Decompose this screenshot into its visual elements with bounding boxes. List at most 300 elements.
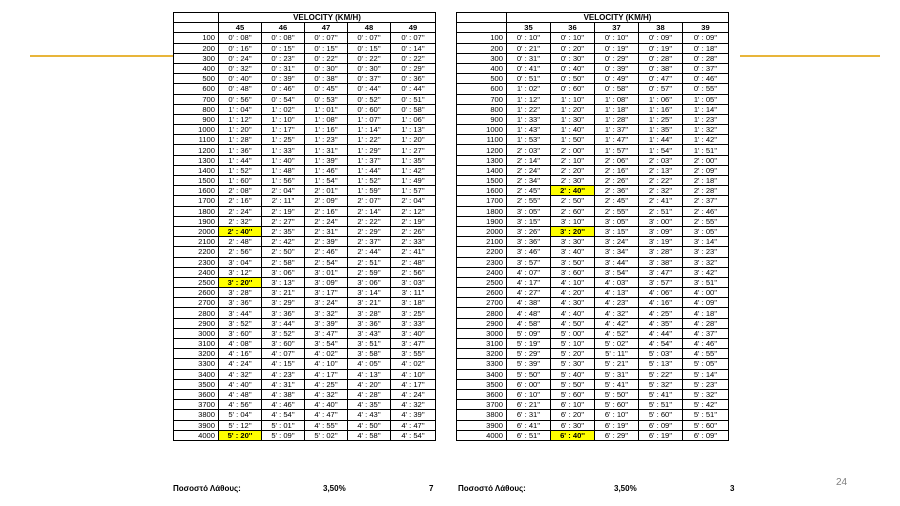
time-cell: 0' : 18'' [683,43,729,53]
time-cell: 1' : 44'' [639,135,683,145]
time-cell: 4' : 15'' [262,359,305,369]
time-cell: 4' : 38'' [262,389,305,399]
table-row [457,359,729,369]
time-cell: 3' : 14'' [683,237,729,247]
distance-cell: 200 [457,43,507,53]
time-cell: 2' : 26'' [595,176,639,186]
time-cell: 2' : 45'' [507,186,551,196]
table-row [174,33,436,43]
highlighted-time-cell: 3' : 20'' [551,226,595,236]
time-cell: 0' : 07'' [305,33,348,43]
time-cell: 1' : 31'' [305,145,348,155]
distance-cell: 1200 [174,145,219,155]
time-cell: 0' : 09'' [683,33,729,43]
time-cell: 1' : 50'' [551,135,595,145]
error-rate-label: Ποσοστό Λάθους: [173,484,241,493]
time-cell: 4' : 00'' [683,288,729,298]
table-row [457,318,729,328]
time-cell: 3' : 05'' [595,216,639,226]
time-cell: 3' : 03'' [391,277,436,287]
time-cell: 0' : 36'' [391,74,436,84]
time-cell: 0' : 28'' [639,53,683,63]
time-cell: 2' : 50'' [551,196,595,206]
corner-cell [457,23,507,33]
table-row [174,298,436,308]
time-cell: 5' : 32'' [683,389,729,399]
table-row [457,176,729,186]
time-cell: 1' : 10'' [262,114,305,124]
time-cell: 4' : 44'' [639,328,683,338]
table-row [457,104,729,114]
time-cell: 1' : 54'' [639,145,683,155]
time-cell: 1' : 30'' [551,114,595,124]
time-cell: 1' : 08'' [305,114,348,124]
time-cell: 3' : 44'' [595,257,639,267]
time-cell: 5' : 19'' [507,339,551,349]
time-cell: 2' : 32'' [219,216,262,226]
time-cell: 1' : 57'' [595,145,639,155]
time-cell: 4' : 28'' [683,318,729,328]
time-cell: 2' : 48'' [219,237,262,247]
time-cell: 1' : 42'' [391,165,436,175]
distance-cell: 500 [174,74,219,84]
table-row [174,267,436,277]
table-row [457,257,729,267]
table-row [457,410,729,420]
time-cell: 3' : 51'' [683,277,729,287]
time-cell: 2' : 35'' [262,226,305,236]
error-rate-label: Ποσοστό Λάθους: [458,484,526,493]
time-cell: 3' : 60'' [551,267,595,277]
time-cell: 0' : 08'' [219,33,262,43]
time-cell: 2' : 36'' [595,186,639,196]
distance-cell: 600 [457,84,507,94]
time-cell: 4' : 35'' [348,400,391,410]
table-title: VELOCITY (KM/H) [507,13,729,23]
speed-header: 36 [551,23,595,33]
time-cell: 2' : 22'' [639,176,683,186]
table-row [174,114,436,124]
distance-cell: 3400 [174,369,219,379]
time-cell: 3' : 36'' [348,318,391,328]
time-cell: 3' : 52'' [262,328,305,338]
time-cell: 3' : 09'' [305,277,348,287]
time-cell: 3' : 34'' [595,247,639,257]
time-cell: 2' : 55'' [683,216,729,226]
time-cell: 2' : 04'' [262,186,305,196]
time-cell: 5' : 12'' [219,420,262,430]
table-row [457,216,729,226]
time-cell: 3' : 12'' [219,267,262,277]
time-cell: 0' : 48'' [219,84,262,94]
time-cell: 4' : 46'' [262,400,305,410]
time-cell: 0' : 46'' [262,84,305,94]
time-cell: 5' : 09'' [262,430,305,440]
distance-cell: 1100 [174,135,219,145]
distance-cell: 2100 [457,237,507,247]
table-row [174,410,436,420]
time-cell: 3' : 09'' [639,226,683,236]
distance-cell: 3900 [174,420,219,430]
time-cell: 4' : 52'' [595,328,639,338]
time-cell: 2' : 39'' [305,237,348,247]
time-cell: 6' : 19'' [639,430,683,440]
time-cell: 1' : 14'' [348,125,391,135]
distance-cell: 700 [174,94,219,104]
time-cell: 0' : 44'' [391,84,436,94]
table-row [457,84,729,94]
time-cell: 0' : 08'' [262,33,305,43]
time-cell: 1' : 20'' [391,135,436,145]
table-row [174,206,436,216]
time-cell: 2' : 30'' [551,176,595,186]
time-cell: 0' : 19'' [639,43,683,53]
time-cell: 3' : 01'' [305,267,348,277]
distance-cell: 3700 [174,400,219,410]
time-cell: 0' : 31'' [507,53,551,63]
distance-cell: 3200 [457,349,507,359]
table-row [174,328,436,338]
table-row [457,308,729,318]
time-cell: 1' : 52'' [219,165,262,175]
speed-header: 39 [683,23,729,33]
table-row [174,237,436,247]
corner-cell [457,13,507,23]
table-row [174,63,436,73]
distance-cell: 1000 [174,125,219,135]
time-cell: 3' : 44'' [219,308,262,318]
error-count: 3 [730,484,735,493]
distance-cell: 1000 [457,125,507,135]
time-cell: 3' : 55'' [391,349,436,359]
time-cell: 0' : 07'' [348,33,391,43]
time-cell: 1' : 02'' [507,84,551,94]
time-cell: 4' : 56'' [219,400,262,410]
time-cell: 4' : 32'' [595,308,639,318]
time-cell: 2' : 16'' [219,196,262,206]
time-cell: 5' : 14'' [683,369,729,379]
page-number: 24 [836,477,848,488]
time-cell: 6' : 31'' [507,410,551,420]
time-cell: 3' : 50'' [551,257,595,267]
time-cell: 1' : 40'' [262,155,305,165]
time-cell: 2' : 31'' [305,226,348,236]
time-cell: 1' : 22'' [348,135,391,145]
corner-cell [174,23,219,33]
table-row [457,165,729,175]
time-cell: 4' : 38'' [507,298,551,308]
time-cell: 4' : 20'' [348,379,391,389]
time-cell: 3' : 25'' [391,308,436,318]
time-cell: 1' : 37'' [348,155,391,165]
time-cell: 5' : 04'' [219,410,262,420]
time-cell: 0' : 30'' [305,63,348,73]
time-cell: 4' : 28'' [348,389,391,399]
time-cell: 1' : 42'' [683,135,729,145]
time-cell: 5' : 09'' [507,328,551,338]
distance-cell: 1100 [457,135,507,145]
distance-cell: 1600 [457,186,507,196]
velocity-table-panel-right [456,12,729,441]
time-cell: 5' : 10'' [551,339,595,349]
table-row [457,339,729,349]
time-cell: 5' : 41'' [595,379,639,389]
table-row [457,206,729,216]
table-row [457,155,729,165]
time-cell: 6' : 29'' [595,430,639,440]
distance-cell: 1300 [457,155,507,165]
table-row [174,318,436,328]
distance-cell: 3200 [174,349,219,359]
distance-cell: 2800 [174,308,219,318]
distance-cell: 2000 [457,226,507,236]
time-cell: 3' : 52'' [219,318,262,328]
time-cell: 1' : 39'' [305,155,348,165]
distance-cell: 1400 [174,165,219,175]
error-rate-percent: 3,50% [614,484,637,493]
time-cell: 2' : 08'' [219,186,262,196]
distance-cell: 3100 [174,339,219,349]
time-cell: 1' : 46'' [305,165,348,175]
distance-cell: 1400 [457,165,507,175]
time-cell: 1' : 20'' [219,125,262,135]
table-row [457,379,729,389]
table-row [457,277,729,287]
distance-cell: 3600 [457,389,507,399]
distance-cell: 3300 [174,359,219,369]
time-cell: 4' : 17'' [305,369,348,379]
table-row [457,63,729,73]
time-cell: 5' : 11'' [595,349,639,359]
time-cell: 1' : 14'' [683,104,729,114]
time-cell: 5' : 03'' [639,349,683,359]
table-row [174,145,436,155]
distance-cell: 1800 [457,206,507,216]
time-cell: 0' : 23'' [262,53,305,63]
time-cell: 6' : 30'' [551,420,595,430]
distance-cell: 3700 [457,400,507,410]
time-cell: 0' : 50'' [551,74,595,84]
time-cell: 1' : 59'' [348,186,391,196]
time-cell: 5' : 13'' [639,359,683,369]
table-row [174,257,436,267]
table-row [457,237,729,247]
time-cell: 0' : 15'' [305,43,348,53]
time-cell: 5' : 29'' [507,349,551,359]
time-cell: 1' : 20'' [551,104,595,114]
time-cell: 2' : 10'' [551,155,595,165]
time-cell: 1' : 29'' [348,145,391,155]
time-cell: 2' : 22'' [348,216,391,226]
time-cell: 2' : 45'' [595,196,639,206]
time-cell: 4' : 55'' [683,349,729,359]
speed-header: 38 [639,23,683,33]
table-row [174,94,436,104]
time-cell: 3' : 39'' [305,318,348,328]
table-row [174,379,436,389]
time-cell: 0' : 41'' [507,63,551,73]
time-cell: 5' : 21'' [595,359,639,369]
table-row [457,328,729,338]
table-row [174,226,436,236]
time-cell: 0' : 37'' [348,74,391,84]
time-cell: 5' : 51'' [683,410,729,420]
time-cell: 2' : 41'' [639,196,683,206]
time-cell: 4' : 23'' [595,298,639,308]
distance-cell: 3500 [174,379,219,389]
time-cell: 2' : 16'' [305,206,348,216]
time-cell: 5' : 41'' [639,389,683,399]
time-cell: 1' : 36'' [219,145,262,155]
time-cell: 3' : 29'' [262,298,305,308]
time-cell: 4' : 25'' [305,379,348,389]
time-cell: 4' : 08'' [219,339,262,349]
time-cell: 6' : 20'' [551,410,595,420]
time-cell: 2' : 09'' [305,196,348,206]
time-cell: 3' : 57'' [639,277,683,287]
accent-line-left [30,55,173,57]
time-cell: 6' : 09'' [639,420,683,430]
distance-cell: 3000 [174,328,219,338]
distance-cell: 2600 [457,288,507,298]
time-cell: 1' : 47'' [595,135,639,145]
time-cell: 2' : 19'' [262,206,305,216]
time-cell: 2' : 51'' [639,206,683,216]
time-cell: 4' : 54'' [262,410,305,420]
time-cell: 1' : 07'' [348,114,391,124]
table-row [174,430,436,440]
time-cell: 2' : 56'' [219,247,262,257]
time-cell: 2' : 14'' [348,206,391,216]
time-cell: 4' : 06'' [639,288,683,298]
time-cell: 3' : 36'' [262,308,305,318]
time-cell: 0' : 31'' [262,63,305,73]
time-cell: 2' : 03'' [639,155,683,165]
time-cell: 4' : 25'' [639,308,683,318]
time-cell: 1' : 08'' [595,94,639,104]
time-cell: 2' : 29'' [348,226,391,236]
time-cell: 2' : 59'' [348,267,391,277]
time-cell: 2' : 24'' [305,216,348,226]
time-cell: 3' : 14'' [348,288,391,298]
distance-cell: 2300 [457,257,507,267]
time-cell: 1' : 37'' [595,125,639,135]
corner-cell [174,13,219,23]
distance-cell: 3600 [174,389,219,399]
time-cell: 3' : 54'' [595,267,639,277]
time-cell: 3' : 00'' [639,216,683,226]
time-cell: 4' : 50'' [551,318,595,328]
time-cell: 2' : 00'' [551,145,595,155]
time-cell: 3' : 32'' [683,257,729,267]
time-cell: 2' : 09'' [683,165,729,175]
time-cell: 2' : 56'' [391,267,436,277]
distance-cell: 1500 [174,176,219,186]
time-cell: 2' : 58'' [262,257,305,267]
table-row [457,430,729,440]
distance-cell: 1800 [174,206,219,216]
time-cell: 4' : 13'' [348,369,391,379]
time-cell: 0' : 28'' [683,53,729,63]
time-cell: 3' : 18'' [391,298,436,308]
distance-cell: 1700 [457,196,507,206]
time-cell: 2' : 06'' [595,155,639,165]
time-cell: 3' : 10'' [551,216,595,226]
time-cell: 2' : 48'' [391,257,436,267]
time-cell: 3' : 11'' [391,288,436,298]
distance-cell: 2000 [174,226,219,236]
time-cell: 2' : 13'' [639,165,683,175]
time-cell: 0' : 55'' [683,84,729,94]
time-cell: 4' : 55'' [305,420,348,430]
time-cell: 2' : 12'' [391,206,436,216]
table-row [457,33,729,43]
time-cell: 3' : 15'' [595,226,639,236]
time-cell: 4' : 27'' [507,288,551,298]
time-cell: 0' : 10'' [595,33,639,43]
table-row [174,369,436,379]
time-cell: 6' : 10'' [507,389,551,399]
time-cell: 2' : 37'' [348,237,391,247]
distance-cell: 300 [174,53,219,63]
time-cell: 4' : 40'' [551,308,595,318]
time-cell: 0' : 07'' [391,33,436,43]
time-cell: 3' : 58'' [348,349,391,359]
distance-cell: 500 [457,74,507,84]
table-row [174,176,436,186]
time-cell: 4' : 17'' [391,379,436,389]
time-cell: 3' : 05'' [507,206,551,216]
time-cell: 0' : 16'' [219,43,262,53]
time-cell: 1' : 44'' [219,155,262,165]
time-cell: 5' : 00'' [551,328,595,338]
table-row [457,186,729,196]
time-cell: 4' : 30'' [551,298,595,308]
time-cell: 4' : 40'' [305,400,348,410]
table-title: VELOCITY (KM/H) [219,13,436,23]
time-cell: 3' : 06'' [348,277,391,287]
distance-cell: 700 [457,94,507,104]
time-cell: 1' : 57'' [391,186,436,196]
time-cell: 0' : 32'' [219,63,262,73]
table-row [457,114,729,124]
time-cell: 0' : 24'' [219,53,262,63]
time-cell: 2' : 00'' [683,155,729,165]
table-row [457,145,729,155]
time-cell: 1' : 23'' [305,135,348,145]
time-cell: 2' : 60'' [551,206,595,216]
distance-cell: 300 [457,53,507,63]
table-row [457,53,729,63]
time-cell: 5' : 60'' [595,400,639,410]
time-cell: 1' : 23'' [683,114,729,124]
time-cell: 3' : 04'' [219,257,262,267]
time-cell: 1' : 35'' [391,155,436,165]
time-cell: 2' : 04'' [391,196,436,206]
time-cell: 2' : 32'' [639,186,683,196]
time-cell: 5' : 51'' [639,400,683,410]
time-cell: 4' : 03'' [595,277,639,287]
time-cell: 1' : 28'' [219,135,262,145]
distance-cell: 2100 [174,237,219,247]
time-cell: 0' : 45'' [305,84,348,94]
table-row [174,216,436,226]
time-cell: 1' : 27'' [391,145,436,155]
time-cell: 3' : 46'' [507,247,551,257]
time-cell: 1' : 43'' [507,125,551,135]
time-cell: 5' : 23'' [683,379,729,389]
time-cell: 5' : 50'' [595,389,639,399]
